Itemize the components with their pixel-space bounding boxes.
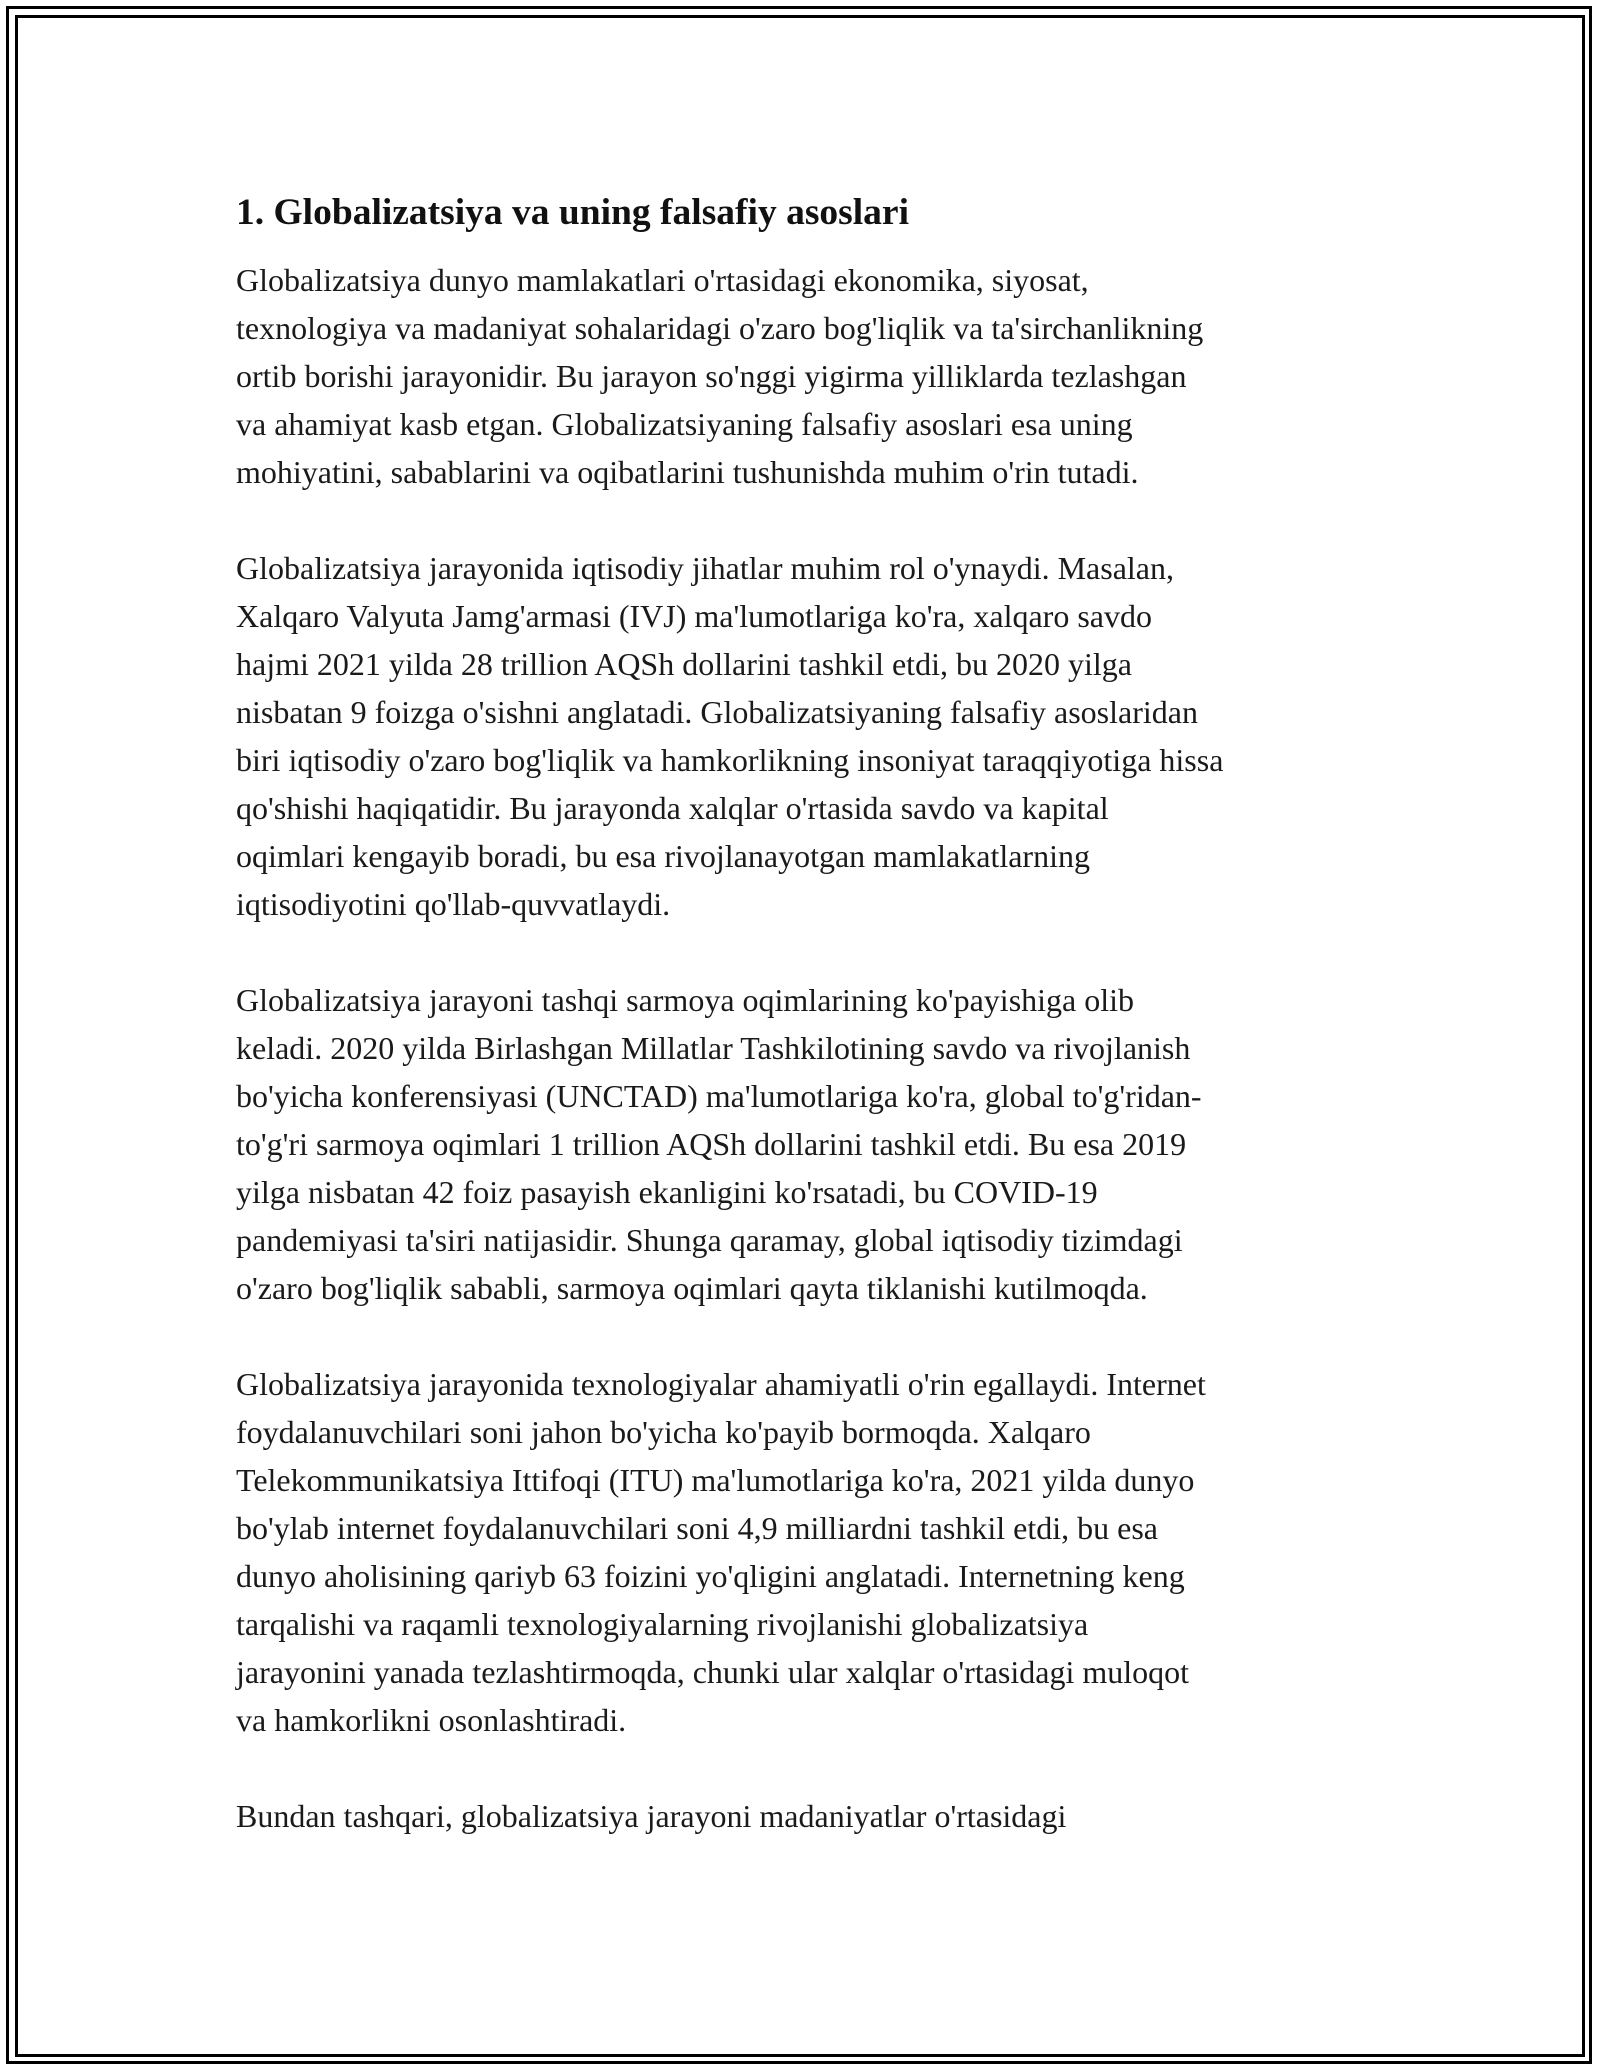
paragraph-4: Globalizatsiya jarayonida texnologiyalar ahamiyatli o'rin egallaydi. Internet foydalanuvchilari soni jahon bo'yicha ko'payib bormoqda. Xalqaro Telekommunikatsiya Ittifoqi (ITU) ma'lumotlariga ko'ra, 2021 yilda dunyo bo'ylab internet foydalanuvchilari soni 4,9 milliardni tashkil etdi, bu esa dunyo aholisining qariyb 63 foizini yo'qligini anglatadi. Internetning keng tarqalishi va raqamli texnologiyalarning rivojlanishi globalizatsiya jarayonini yanada tezlashtirmoqda, chunki ular xalqlar o'rtasidagi muloqot va hamkorlikni osonlashtiradi.	[236, 1366, 1206, 1738]
document-body	[236, 188, 1396, 1888]
paragraph-3: Globalizatsiya jarayoni tashqi sarmoya oqimlarining ko'payishiga olib keladi. 2020 yilda Birlashgan Millatlar Tashkilotining savdo va rivojlanish bo'yicha konferensiyasi (UNCTAD) ma'lumotlariga ko'ra, global to'g'ridan- to'g'ri sarmoya oqimlari 1 trillion AQSh dollarini tashkil etdi. Bu esa 2019 yilga nisbatan 42 foiz pasayish ekanligini ko'rsatadi, bu COVID-19 pandemiyasi ta'siri natijasidir. Shunga qaramay, global iqtisodiy tizimdagi o'zaro bog'liqlik sababli, sarmoya oqimlari qayta tiklanishi kutilmoqda.	[236, 982, 1202, 1306]
paragraph-5: Bundan tashqari, globalizatsiya jarayoni madaniyatlar o'rtasidagi	[236, 1798, 1067, 1834]
paragraph-1: Globalizatsiya dunyo mamlakatlari o'rtasidagi ekonomika, siyosat, texnologiya va madaniyat sohalaridagi o'zaro bog'liqlik va ta'sirchanlikning ortib borishi jarayonidir. Bu jarayon so'nggi yigirma yilliklarda tezlashgan va ahamiyat kasb etgan. Globalizatsiyaning falsafiy asoslari esa uning mohiyatini, sabablarini va oqibatlarini tushunishda muhim o'rin tutadi.	[236, 262, 1204, 490]
paragraph-2: Globalizatsiya jarayonida iqtisodiy jihatlar muhim rol o'ynaydi. Masalan, Xalqaro Valyuta Jamg'armasi (IVJ) ma'lumotlariga ko'ra, xalqaro savdo hajmi 2021 yilda 28 trillion AQSh dollarini tashkil etdi, bu 2020 yilga nisbatan 9 foizga o'sishni anglatadi. Globalizatsiyaning falsafiy asoslaridan biri iqtisodiy o'zaro bog'liqlik va hamkorlikning insoniyat taraqqiyotiga hissa qo'shishi haqiqatidir. Bu jarayonda xalqlar o'rtasida savdo va kapital oqimlari kengayib boradi, bu esa rivojlanayotgan mamlakatlarning iqtisodiyotini qo'llab-quvvatlaydi.	[236, 550, 1224, 922]
section-heading: 1. Globalizatsiya va uning falsafiy asoslari	[236, 192, 909, 233]
